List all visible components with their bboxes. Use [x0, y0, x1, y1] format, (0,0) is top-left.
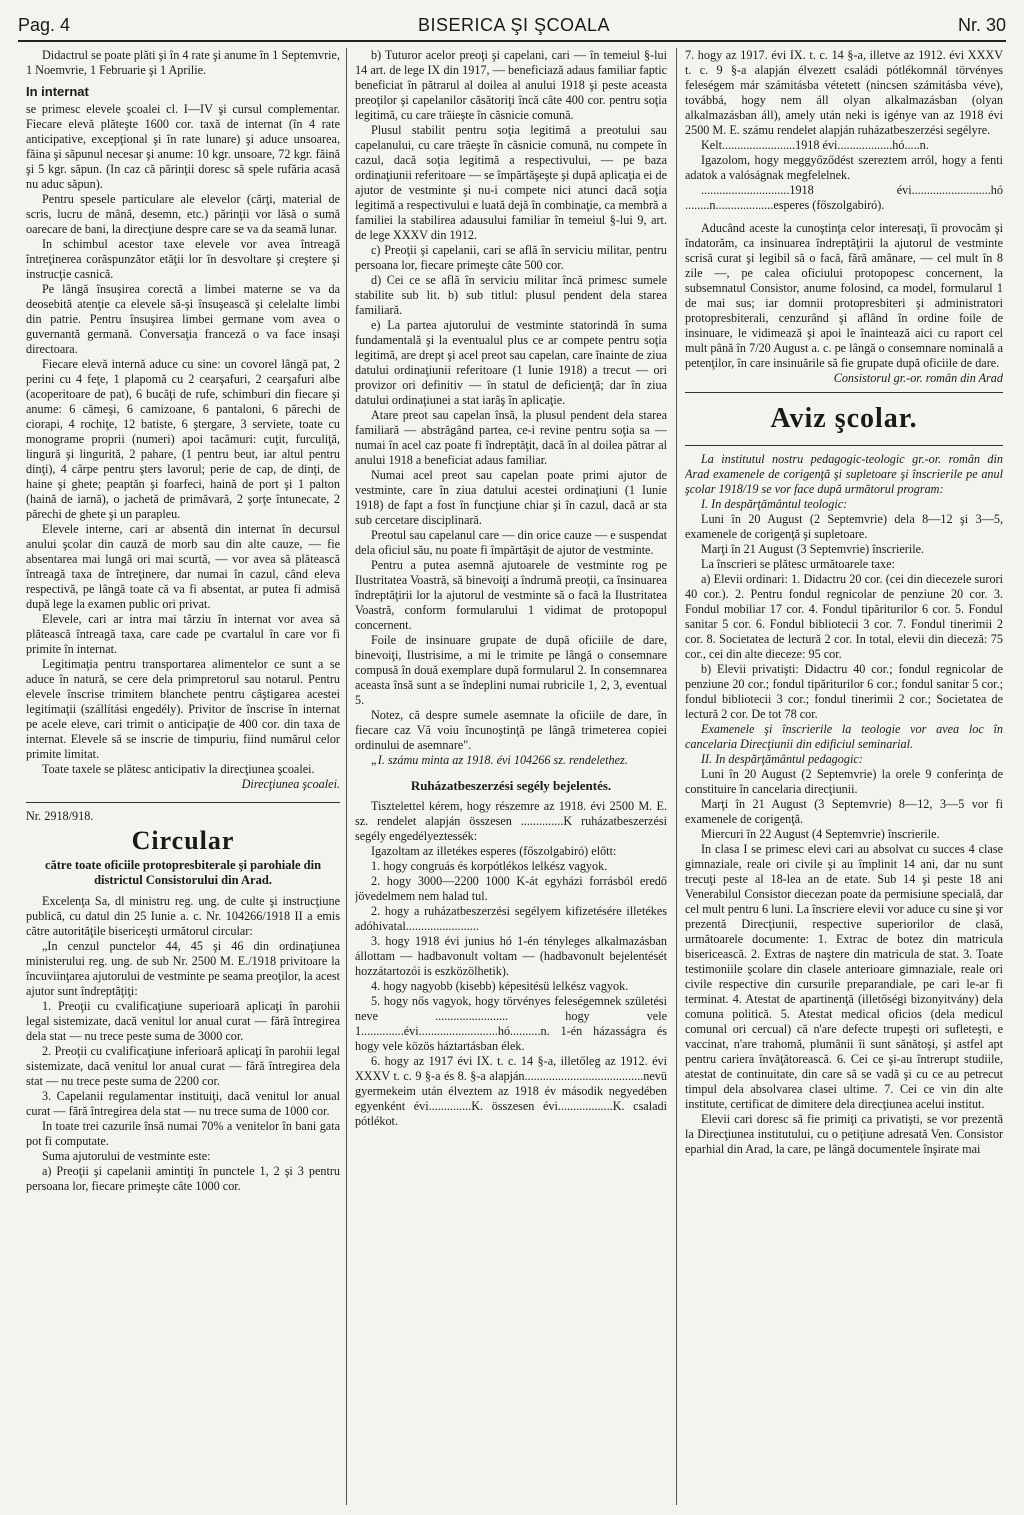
- paragraph: In clasa I se primesc elevi cari au absolvat cu succes 4 clase gimnaziale, reale ori civile şi au împlinit 14 ani, dar nu sunt trecuţi peste al 18-lea an de etate. Sub 14 şi peste 18 ani Venerabilul Consistor diecezan poate da permisiune specială, dar cel mult pentru 6 luni. La înscriere elevii vor aduce cu sine şi vor prezentă Direcţiunii, respective superiorilor de clasă, următoarele documente: 1. Extrac de botez din matricula bisericească. 2. Extras de naştere din matricula de stat. 3. Toate testimoniile şcolare din clasele anterioare gimnaziale, reale ori civile respective din cursurile preparandiale, pe cari le-ar fi terminat. 4. Atestat de apartinenţă (illetőségi bizonyitvány) dela comuna politică. 5. Atestat medical oficios (dela medicul comunal ori cercual) că n'are defecte trupeşti ori sufleteşti, e vaccinat, n'are trahomă, plumânii îi sunt sănătoşi, şi astfel apt pentru cariera învăţătorească. 6. Cei ce şi-au întrerupt studiile, atestat de continuitate, din care să se vadă şi cu ce au petrecut timpul dela absolvarea clasei ultime. 7. Cei ce vin din alte institute, certificat de dimitere dela direcţiunea acelui institut.: [685, 842, 1003, 1111]
- column-1: [26, 48, 340, 1505]
- paragraph: Elevele interne, cari ar absentă din internat în decursul anului şcolar din cauză de morb sau din alte cauze, — fie absentarea mai lungă ori mai scurtă, — vor avea să plătească întreagă taxa de întreţinere, dar numai în cazul, când eleva respectivă, pe lângă toate că va fi absentat, ar putea fi admisă după lege la examen public ori privat.: [26, 522, 340, 611]
- paragraph: Preotul sau capelanul care — din orice cauze — e suspendat dela oficiul său, nu poate fi împărtăşit de ajutor de vestminte.: [355, 528, 667, 557]
- paragraph: Kelt........................1918 évi..................hó.....n.: [701, 138, 929, 152]
- article-title: Circular: [131, 826, 235, 855]
- paragraph: 2. hogy 3000—2200 1000 K-át egyházi forrásból eredő jövedelmem nem halad tul.: [355, 874, 667, 903]
- paragraph: Foile de insinuare grupate de după oficiile de dare, binevoiţi, Ilustrisime, a mi le trimite pe lângă o consemnare compusă în două exemplare după formularul 2. In consemnarea aceasta însă sunt a se îndeplini numai rubricile 1, 2, 3, eventual 5.: [355, 633, 667, 707]
- paragraph: Pe lângă însuşirea corectă a limbei materne se va da deosebită atenţie ca elevele să-şi însuşească şi celelalte limbi din patrie. Pentru însuşirea limbei germane vom avea o guvernantă germană. Conversaţia franceză o va face insaşi directoara.: [26, 282, 340, 356]
- paragraph: 1. Preoţii cu cvalificaţiune superioară aplicaţi în parohii legal sistemizate, dacă venitul lor anual curat — fără întregirea dela stat — nu trece peste suma de 3000 cor.: [26, 999, 340, 1043]
- paragraph: 2. Preoţii cu cvalificaţiune inferioară aplicaţi în parohii legal sistemizate, dacă venitul lor anual curat — fără întregirea dela stat — nu trece peste suma de 2200 cor.: [26, 1044, 340, 1088]
- paragraph: Didactrul se poate plăti şi în 4 rate şi anume în 1 Septemvrie, 1 Noemvrie, 1 Februarie şi 1 Aprilie.: [26, 48, 340, 77]
- paragraph: Marţi în 21 August (3 Septemvrie) înscrierile.: [701, 542, 925, 556]
- paragraph: a) Preoţii şi capelanii amintiţi în punctele 1, 2 şi 3 pentru persoana lor, fiecare primeşte câte 1000 cor.: [26, 1164, 340, 1193]
- paragraph: Fiecare elevă internă aduce cu sine: un covorel lângă pat, 2 perini cu 4 feţe, 1 plapomă cu 2 cearşafuri, 2 cearşafuri albe (acoperitoare de pat), 6 bucăţi de rufe, schimburi din fiecare şi anume: 6 cămeşi, 6 camizoane, 6 pantaloni, 6 părechi de ciorapi, 4 rochiţe, 12 batiste, 6 ştergare, 3 serviete, toate cu monograme proprii (numeri) apoi tacâmuri: cuţit, furculiţă, lingură şi lingurită, 2 pahare, (1 pentru beut, iar altul pentru dinţi), 4 cârpe pentru şters lavorul; perie de cap, de dinţi, de haine şi ghete; peaptăn şi foarfeci, haină de port şi 1 palton (haină de iarnă), o jachetă de primăvară, 2 şorţe întunecate, 2 părechi de ghete şi un parapleu.: [26, 357, 340, 521]
- paragraph: Examenele şi înscrierile la teologie vor avea loc în cancelaria Direcţiunii din edificiul seminarial.: [685, 722, 1003, 751]
- paragraph: Elevii cari doresc să fie primiţi ca privatişti, se vor prezentă la Direcţiunea institutului, cu o petiţiune adresată Ven. Consistor eparhial din Arad, la care, pe lângă documentele înşirate mai: [685, 1112, 1003, 1156]
- paragraph: Miercuri în 22 August (4 Septemvrie) înscrierile.: [701, 827, 940, 841]
- paragraph: se primesc elevele şcoalei cl. I—IV şi cursul complementar. Fiecare elevă plăteşte 1600 cor. taxă de internat (în 4 rate anticipative, excepţional şi în rate lunare) şi aduce unsoarea, făina şi săpunul necesar şi anume: 10 kgr. unsoare, 72 kgr. făină şi 5 kgr. săpun. (In caz că părinţii doresc să spele rufăria acasă nu aduc săpun).: [26, 102, 340, 191]
- paragraph: Notez, că despre sumele asemnate la oficiile de dare, în fiecare caz Vă voiu încunoştinţă pe lângă trimeterea copiei ordinului de asemnare".: [355, 708, 667, 752]
- column-3: [685, 48, 1003, 1505]
- paragraph: 6. hogy az 1917 évi IX. t. c. 14 §-a, illetőleg az 1912. évi XXXV t. c. 9 §-a és 8. §-a alapján.......................................nevü gyermekeim után élveztem az 1918 év második negyedében egyenként évi..............K. összesen évi..................K. csaladi pótlékot.: [355, 1054, 667, 1128]
- header-rule: [18, 40, 1006, 42]
- page-number: Pag. 4: [18, 15, 71, 35]
- paragraph: In toate trei cazurile însă numai 70% a venitelor în bani gata pot fi computate.: [26, 1119, 340, 1148]
- paragraph: 3. Capelanii regulamentar instituiţi, dacă venitul lor anual curat — fără întregirea dela stat — nu trece suma de 1000 cor.: [26, 1089, 340, 1118]
- newspaper-title: BISERICA ŞI ŞCOALA: [417, 15, 611, 35]
- article-subtitle: către toate oficiile protopresbiterale şi parohiale din districtul Consistorului din Arad.: [44, 858, 322, 887]
- form-reference: „I. számu minta az 1918. évi 104266 sz. rendelethez.: [371, 753, 628, 767]
- paragraph: Suma ajutorului de vestminte este:: [42, 1149, 211, 1163]
- paragraph: „In cenzul punctelor 44, 45 şi 46 din ordinaţiunea ministerului reg. ung. de sub Nr. 2500 M. E./1918 privitoare la încuviinţarea ajutorului de vestminte pe seama preoţilor, la acest ajutor sunt îndreptăţiţi:: [26, 939, 340, 998]
- paragraph: Igazolom, hogy meggyőződést szereztem arról, hogy a fenti adatok a valóságnak megfelelnek.: [685, 153, 1003, 182]
- paragraph: La institutul nostru pedagogic-teologic gr.-or. român din Arad examenele de corigenţă şi supletoare şi înscrierile pe anul şcolar 1918/19 se vor face după următorul program:: [685, 452, 1003, 496]
- paragraph: Pentru spesele particulare ale elevelor (cărţi, material de scris, lucru de mână, desemn, etc.) părinţii vor lăsă o sumă oarecare de bani, la direcţiune despre care se va da seamă lunar.: [26, 192, 340, 236]
- subsection-heading: II. In despărţământul pedagogic:: [701, 752, 863, 766]
- page-header: [18, 10, 1006, 36]
- paragraph: Luni în 20 August (2 Septemvrie) la orele 9 conferinţa de constituire în cancelaria direcţiunii.: [685, 767, 1003, 796]
- paragraph: d) Cei ce se află în serviciu militar încă primesc sumele stabilite sub lit. b) sub titlul: plusul pendent dela starea familiară.: [355, 273, 667, 317]
- paragraph: Aducând aceste la cunoştinţa celor interesaţi, îi provocăm şi îndatorăm, ca insinuarea îndreptăţirii la ajutorul de vestminte scrisă curat şi legibil să o facă, fără amânare, — cel mult în 8 zile —, pe calea oficiului protopopesc concernent, la subsemnatul Consistor, anume folosind, ca model, formularul 1 de mai sus; iar domnii protopresbiteri şi administratori protopresbiterali, cenzurând şi aflând în ordine foile de insinuare, le vidimează şi apoi le înaintează aici cu raport cel mult până în 7/20 August a. c. pe lângă o consemnare nominală a petenţilor, în care insinuările să fie grupate după oficiile de dare.: [685, 221, 1003, 370]
- signature: Consistorul gr.-or. român din Arad: [833, 371, 1003, 385]
- paragraph: Excelenţa Sa, dl ministru reg. ung. de culte şi instrucţiune publică, cu datul din 25 Iunie a. c. Nr. 104266/1918 II a emis către autorităţile bisericeşti următorul circular:: [26, 894, 340, 938]
- paragraph: e) La partea ajutorului de vestminte statorindă în suma fundamentală şi la eventualul plus ce ar compete pentru soţia legitimă, are drept şi acel preot sau capelan, care înainte de ziua datului ordinaţiunii referitoare (1 Iunie 1918) a trecut — ori provizor ori definitiv — în statul de deficienţă; dar în ziua datului ordinaţiunei a stat iarăş în aplicaţie.: [355, 318, 667, 407]
- column-divider: [346, 48, 347, 1505]
- article-title: Aviz şcolar.: [770, 403, 918, 434]
- paragraph: .............................1918 évi..........................hó ........n...................esperes (főszolgabiró).: [685, 183, 1003, 212]
- paragraph: Igazoltam az illetékes esperes (főszolgabiró) előtt:: [371, 844, 617, 858]
- section-heading: In internat: [26, 84, 89, 99]
- paragraph: Pentru a putea asemnă ajutoarele de vestminte rog pe Ilustritatea Voastră, să binevoiţi a îndrumă preoţii, ca însinuarea îndreptăţirii lor la ajutorul de vestminte să o facă la Ilustritatea Voastră, conform formularului 1 vidimat de protopopul concernent.: [355, 558, 667, 632]
- paragraph: Marţi în 21 August (3 Septemvrie) 8—12, 3—5 vor fi examenele de corigenţă.: [685, 797, 1003, 826]
- paragraph: c) Preoţii şi capelanii, cari se află în serviciu militar, pentru persoana lor, fiecare primeşte câte 500 cor.: [355, 243, 667, 272]
- section-divider: [26, 802, 340, 803]
- paragraph: Numai acel preot sau capelan poate primi ajutor de vestminte, care în ziua datului acestei ordinaţiuni (1 Iunie 1918) de fapt a fost în funcţiune chiar şi în cazul, dacă ar sta sub cercetare disciplinară.: [355, 468, 667, 527]
- paragraph: Plusul stabilit pentru soţia legitimă a preotului sau capelanului, cu care trăeşte în căsnicie comună, nu compete în cazul, dacă soţia legitimă a respectivului, — pe baza ordinaţiunii referitoare — se împărtăşeşte şi după aplicaţia ei de ajutor de vestminte şi nu-i compete nici atunci dacă soţia legitimă a respectivului e luată dejă în combinaţie, ca membră a familiei la stabilirea adausului familiar în temeiul §-lui 9, art. de lege XXXV din 1912.: [355, 123, 667, 242]
- paragraph: 2. hogy a ruházatbeszerzési segélyem kifizetésére illetékes adóhivatal........................: [355, 904, 667, 933]
- signature: Direcţiunea şcoalei.: [241, 777, 340, 791]
- paragraph: 4. hogy nagyobb (kisebb) képesitésü lelkész vagyok.: [371, 979, 629, 993]
- paragraph: b) Tuturor acelor preoţi şi capelani, cari — în temeiul §-lui 14 art. de lege IX din 1917, — beneficiază adaus familiar faptic beneficiat în pătrarul al doilea al anului 1918 şi peste aceasta preoţilor şi capelanilor căsătoriţi încă câte 400 cor. pentru soţia legitimă, cu care trăieşte în căsnicie comună.: [355, 48, 667, 122]
- paragraph: Legitimaţia pentru transportarea alimentelor ce sunt a se aduce în natură, se cere dela primpretorul sau notarul. Pentru elevele înscrise trimitem blanchete pentru câştigarea acestei legitimaţii (szállítási engedély). Privitor de înscrise în internat pe acele eleve, cari trimit o anticipaţie de 400 cor. din taxa de internat. Elevele să se inscrie de timpuriu, fiind numărul celor primite limitat.: [26, 657, 340, 761]
- subsection-heading: I. In despărţământul teologic:: [701, 497, 848, 511]
- paragraph: Atare preot sau capelan însă, la plusul pendent dela starea familiară — abstrăgând partea, ce-i revine pentru soţia sa — numai în acel caz poate fi îndreptăţit, dacă în al doilea pătrar al anului 1918 a beneficiat adaus familiar.: [355, 408, 667, 467]
- paragraph: Elevele, cari ar intra mai târziu în internat vor avea să plătească întreagă taxa, care cade pe cvartalul în care vor fi primite în internat.: [26, 612, 340, 656]
- issue-number: Nr. 30: [957, 15, 1006, 35]
- paragraph: b) Elevii privatişti: Didactru 40 cor.; fondul regnicolar de penziune 20 cor.; fondul tipăriturilor 6 cor.; fondul sanitar 5 cor.; fondul bibliotecii 3 cor.; fondul tinerimii 2 cor.; Societatea de lectură 2 cor. De tot 78 cor.: [685, 662, 1003, 721]
- form-title: Ruházatbeszerzési segély bejelentés.: [410, 778, 612, 793]
- paragraph: a) Elevii ordinari: 1. Didactru 20 cor. (cei din diecezele surori 40 cor.). 2. Pentru fondul regnicolar de penziune 20 cor. 3. Fondul mobiliar 17 cor. 4. Fondul tipăriturilor 6 cor. 5. Fondul sanitar 5 cor. 6. Fondul bibliotecii 3 cor. 7. Fondul tinerimii 2 cor. 8. Societatea de lectură 2 cor. In total, elevii din dieceză: 75 cor., cei din alte dieceze: 95 cor.: [685, 572, 1003, 661]
- paragraph: La înscrieri se plătesc următoarele taxe:: [701, 557, 895, 571]
- paragraph: In schimbul acestor taxe elevele vor avea întreagă întreţinerea corăspunzător etăţii lor în desvoltare şi creştere şi instrucţie casnică.: [26, 237, 340, 281]
- paragraph: 1. hogy congruás és korpótlékos lelkész vagyok.: [371, 859, 608, 873]
- paragraph: 5. hogy nős vagyok, hogy törvényes feleségemnek születési neve ........................ hogy vele 1..............évi..........................hó..........n. 1-én házasságra és hogy vele közös háztartásban élek.: [355, 994, 667, 1053]
- paragraph: Tisztelettel kérem, hogy részemre az 1918. évi 2500 M. E. sz. rendelet alapján összesen ..............K ruházatbeszerzési segély engedélyeztessék:: [355, 799, 667, 843]
- column-divider: [676, 48, 677, 1505]
- column-2: [355, 48, 667, 1505]
- paragraph: 7. hogy az 1917. évi IX. t. c. 14 §-a, illetve az 1912. évi XXXV t. c. 9 §-a alapján élvezett családi pótlékomnál törvényes feleségem már számitásba vétetett (nincsen számitásba véve), továbbá, hogy nem áll olyan alkalmazásban (olyan alkalmazásban áll), amely után neki is igénye van az 1918 évi 2500 M. E. számu rendelet alapján ruházatbeszerzési segélyre.: [685, 48, 1003, 137]
- section-divider: [685, 392, 1003, 446]
- reference-number: Nr. 2918/918.: [26, 809, 94, 823]
- paragraph: 3. hogy 1918 évi junius hó 1-én tényleges alkalmazásban állottam — hadbavonult voltam — (hadbavonult bejelentését hozzátartozói is eszközölhetik).: [355, 934, 667, 978]
- paragraph: Luni în 20 August (2 Septemvrie) dela 8—12 şi 3—5, examenele de corigenţă şi supletoare.: [685, 512, 1003, 541]
- paragraph: Toate taxele se plătesc anticipativ la direcţiunea şcoalei.: [42, 762, 315, 776]
